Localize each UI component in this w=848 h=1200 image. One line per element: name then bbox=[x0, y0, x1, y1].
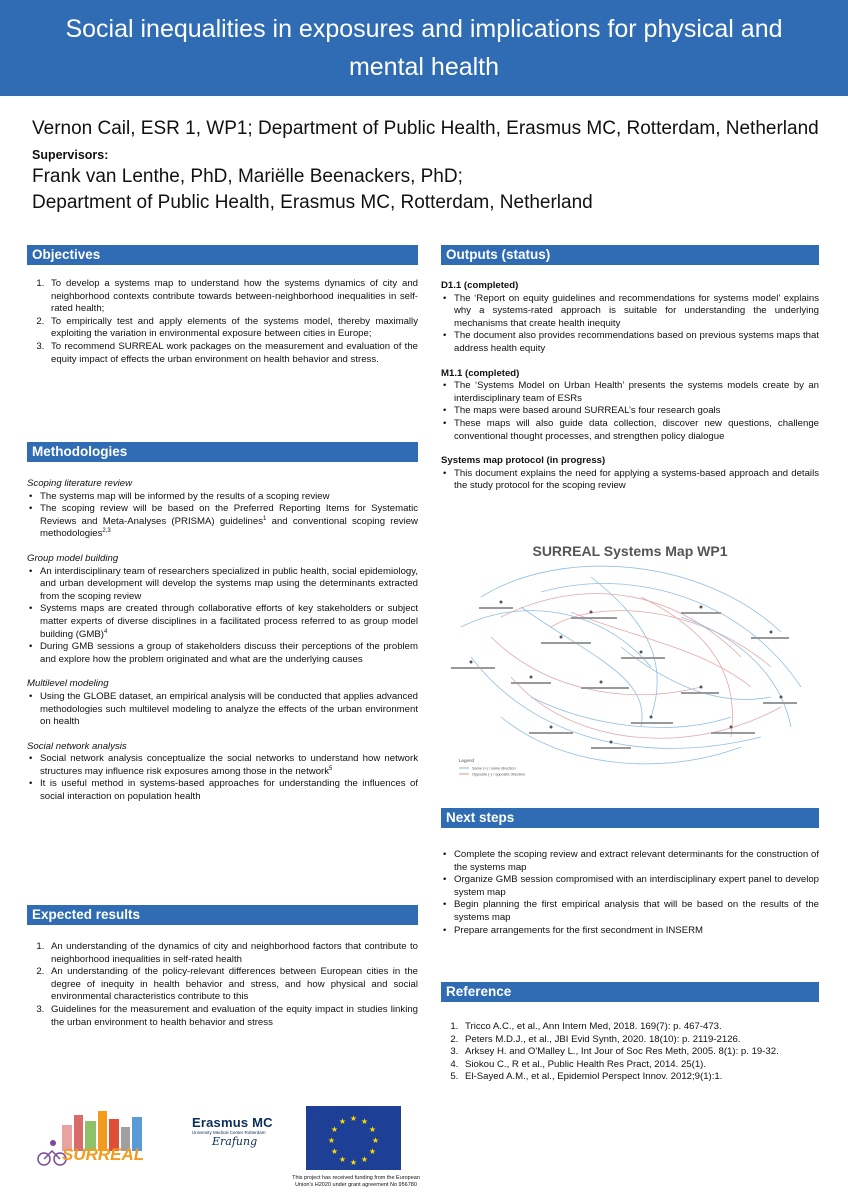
group-model-building-title: Group model building bbox=[27, 552, 119, 564]
next-steps-list bbox=[441, 849, 819, 937]
expected-results-heading: Expected results bbox=[27, 905, 418, 925]
outputs-block bbox=[441, 280, 819, 493]
list-item: • Using the GLOBE dataset, an empirical analysis will be conducted that applies advanced methodologies such multilevel modeling to analyze the effects of the urban environment on health bbox=[27, 691, 418, 729]
reference-list bbox=[441, 1021, 819, 1084]
systems-map-title: SURREAL Systems Map WP1 bbox=[532, 543, 728, 559]
reference-item: 1. Tricco A.C., et al., Ann Intern Med, 2018. 169(7): p. 467-473. bbox=[461, 1021, 819, 1034]
author-line: Vernon Cail, ESR 1, WP1; Department of Public Health, Erasmus MC, Rotterdam, Netherland bbox=[32, 118, 819, 139]
citation-sup: 2,3 bbox=[102, 528, 111, 535]
poster-title-banner bbox=[0, 0, 848, 96]
citation-sup: 5 bbox=[329, 765, 333, 772]
reference-item: 2. Peters M.D.J., et al., JBI Evid Synth, 2020. 18(10): p. 2119-2126. bbox=[461, 1034, 819, 1047]
methodologies-block bbox=[27, 478, 418, 804]
eu-funding-note: This project has received funding from the European Union's H2020 under grant agreement No 956780 bbox=[292, 1175, 420, 1188]
multilevel-modeling-title: Multilevel modeling bbox=[27, 678, 109, 690]
scoping-review-title: Scoping literature review bbox=[27, 478, 133, 489]
supervisors-names: Frank van Lenthe, PhD, Mariëlle Beenackers, PhD; bbox=[32, 166, 463, 187]
erasmus-mc-logo bbox=[192, 1115, 282, 1161]
poster-title-line2: mental health bbox=[348, 53, 500, 81]
list-item-text: and conventional scoping review methodologies bbox=[40, 515, 418, 540]
surreal-logo-text: SURREAL bbox=[62, 1145, 145, 1164]
expected-results-list bbox=[27, 941, 418, 1029]
protocol-title: Systems map protocol (in progress) bbox=[441, 455, 606, 467]
list-item: • The document also provides recommendations based on previous systems maps that address health equity bbox=[441, 330, 819, 355]
reference-block bbox=[441, 1021, 819, 1084]
list-item: 1. An understanding of the dynamics of city and neighborhood factors that contribute to neighborhood inequalities in self-rated health bbox=[47, 941, 418, 966]
reference-item: 4. Siokou C., R et al., Public Health Res Pract, 2014. 25(1). bbox=[461, 1059, 819, 1072]
objectives-heading: Objectives bbox=[27, 245, 418, 265]
methodologies-heading: Methodologies bbox=[27, 442, 418, 462]
reference-item: 5. El-Sayed A.M., et al., Epidemiol Perspect Innov. 2012;9(1):1. bbox=[461, 1071, 819, 1084]
list-item: • Prepare arrangements for the first secondment in INSERM bbox=[441, 925, 819, 938]
m11-title: M1.1 (completed) bbox=[441, 367, 520, 379]
list-item: 3. Guidelines for the measurement and evaluation of the equity impact in studies linking the urban environment to health behavior and stress bbox=[47, 1004, 418, 1029]
list-item: 2. An understanding of the policy-relevant differences between European cities in the degree of inequity in health behavior and stress, and how physical and social environmental characteristics contribute to this bbox=[47, 966, 418, 1004]
eu-flag bbox=[306, 1106, 401, 1170]
erasmus-mc-name: Erasmus MC bbox=[192, 1115, 273, 1130]
citation-sup: 1 bbox=[263, 515, 267, 522]
list-item: • The maps were based around SURREAL’s four research goals bbox=[441, 405, 819, 418]
poster-title-line1: Social inequalities in exposures and implications for physical and bbox=[65, 15, 783, 43]
list-item: • An interdisciplinary team of researchers specialized in public health, social epidemiology, and urban development will develop the systems map using the determinants extracted from the scoping review bbox=[27, 566, 418, 604]
systems-map-graphic bbox=[441, 537, 819, 782]
reference-item: 3. Arksey H. and O'Malley L., Int Jour of Soc Res Meth, 2005. 8(1): p. 19-32. bbox=[461, 1046, 819, 1059]
eu-stars-icon bbox=[306, 1106, 401, 1170]
svg-text:★: ★ bbox=[368, 1147, 377, 1156]
d11-list bbox=[441, 293, 819, 356]
protocol-list bbox=[441, 468, 819, 493]
social-network-analysis-title: Social network analysis bbox=[27, 740, 127, 752]
list-item-text: Social network analysis conceptualize the social networks to understand how network structures may influence risk exposures among those in the network bbox=[40, 753, 418, 777]
objective-item: 3. To recommend SURREAL work packages on the measurement and evaluation of the equity impact of effects the urban environment on health behavior and stress. bbox=[47, 341, 418, 366]
surreal-logo bbox=[34, 1107, 162, 1169]
outputs-heading: Outputs (status) bbox=[441, 245, 819, 265]
supervisors-affiliation: Department of Public Health, Erasmus MC, Rotterdam, Netherland bbox=[32, 192, 593, 213]
list-item bbox=[27, 753, 418, 778]
svg-text:★: ★ bbox=[338, 1117, 347, 1126]
svg-text:★: ★ bbox=[368, 1125, 377, 1134]
map-legend-same: Same (+) / same direction bbox=[472, 766, 516, 771]
multilevel-list bbox=[27, 691, 418, 729]
m11-list bbox=[441, 380, 819, 443]
expected-results-block bbox=[27, 941, 418, 1029]
list-item: • The ‘Report on equity guidelines and recommendations for systems model’ explains why a systems-rated approach is suitable for understanding the underlying mechanisms that create health inequity bbox=[441, 293, 819, 331]
next-steps-block bbox=[441, 849, 819, 937]
citation-sup: 4 bbox=[103, 628, 108, 635]
list-item: • Begin planning the first empirical analysis that will be based on the results of the systems map bbox=[441, 899, 819, 924]
systems-map-figure bbox=[441, 537, 819, 782]
svg-text:★: ★ bbox=[338, 1155, 347, 1164]
svg-text:★: ★ bbox=[360, 1117, 369, 1126]
list-item: • These maps will also guide data collection, discover new questions, challenge conventional thought processes, and strengthen policy dialogue bbox=[441, 418, 819, 443]
list-item: • The ‘Systems Model on Urban Health’ presents the systems models create by an interdisciplinary team of ESRs bbox=[441, 380, 819, 405]
list-item: • Complete the scoping review and extract relevant determinants for the construction of the systems map bbox=[441, 849, 819, 874]
reference-heading: Reference bbox=[441, 982, 819, 1002]
next-steps-heading: Next steps bbox=[441, 808, 819, 828]
list-item: • Organize GMB session compromised with an interdisciplinary expert panel to develop system map bbox=[441, 874, 819, 899]
svg-text:★: ★ bbox=[327, 1136, 336, 1145]
objective-item: 2. To empirically test and apply elements of the systems model, thereby maximally exploiting the variation in environmental exposure between cities in Europe; bbox=[47, 316, 418, 341]
list-item bbox=[27, 603, 418, 641]
svg-text:★: ★ bbox=[360, 1155, 369, 1164]
list-item-text: Systems maps are created through collaborative efforts of key stakeholders or subject matter experts of diverse disciplines in a facilitated process referred to as group model building (GMB) bbox=[40, 603, 418, 640]
erasmus-signature: Erafung bbox=[212, 1135, 258, 1148]
svg-text:★: ★ bbox=[349, 1114, 358, 1123]
map-legend-title: Legend bbox=[459, 758, 475, 763]
d11-title: D1.1 (completed) bbox=[441, 280, 519, 291]
objectives-list bbox=[27, 278, 418, 366]
list-item: • During GMB sessions a group of stakeholders discuss their perceptions of the problem and explore how the problem originated and what are the underlying causes bbox=[27, 641, 418, 666]
svg-text:★: ★ bbox=[349, 1158, 358, 1167]
sna-list bbox=[27, 753, 418, 803]
objectives-list-block bbox=[27, 278, 418, 366]
list-item-text: The scoping review will be based on the Preferred Reporting Items for Systematic Reviews and Meta-Analyses (PRISMA) guidelines bbox=[40, 503, 418, 527]
list-item: • The systems map will be informed by the results of a scoping review bbox=[27, 491, 418, 504]
svg-text:★: ★ bbox=[330, 1125, 339, 1134]
gmb-list bbox=[27, 566, 418, 667]
objective-item: 1. To develop a systems map to understand how the systems dynamics of city and neighborhood contexts contribute towards between-neighborhood inequalities in self-rated health; bbox=[47, 278, 418, 316]
supervisors-label: Supervisors: bbox=[32, 148, 109, 162]
svg-text:★: ★ bbox=[371, 1136, 380, 1145]
list-item: • It is useful method in systems-based approaches for understanding the influences of social interaction on population health bbox=[27, 778, 418, 803]
scoping-review-list bbox=[27, 491, 418, 541]
erasmus-mc-subtitle: University Medical Center Rotterdam bbox=[192, 1130, 266, 1135]
svg-text:★: ★ bbox=[330, 1147, 339, 1156]
map-legend-opposite: Opposite (-) / opposite direction bbox=[472, 772, 525, 777]
list-item bbox=[27, 503, 418, 541]
list-item: • This document explains the need for applying a systems-based approach and details the study protocol for the scoping review bbox=[441, 468, 819, 493]
